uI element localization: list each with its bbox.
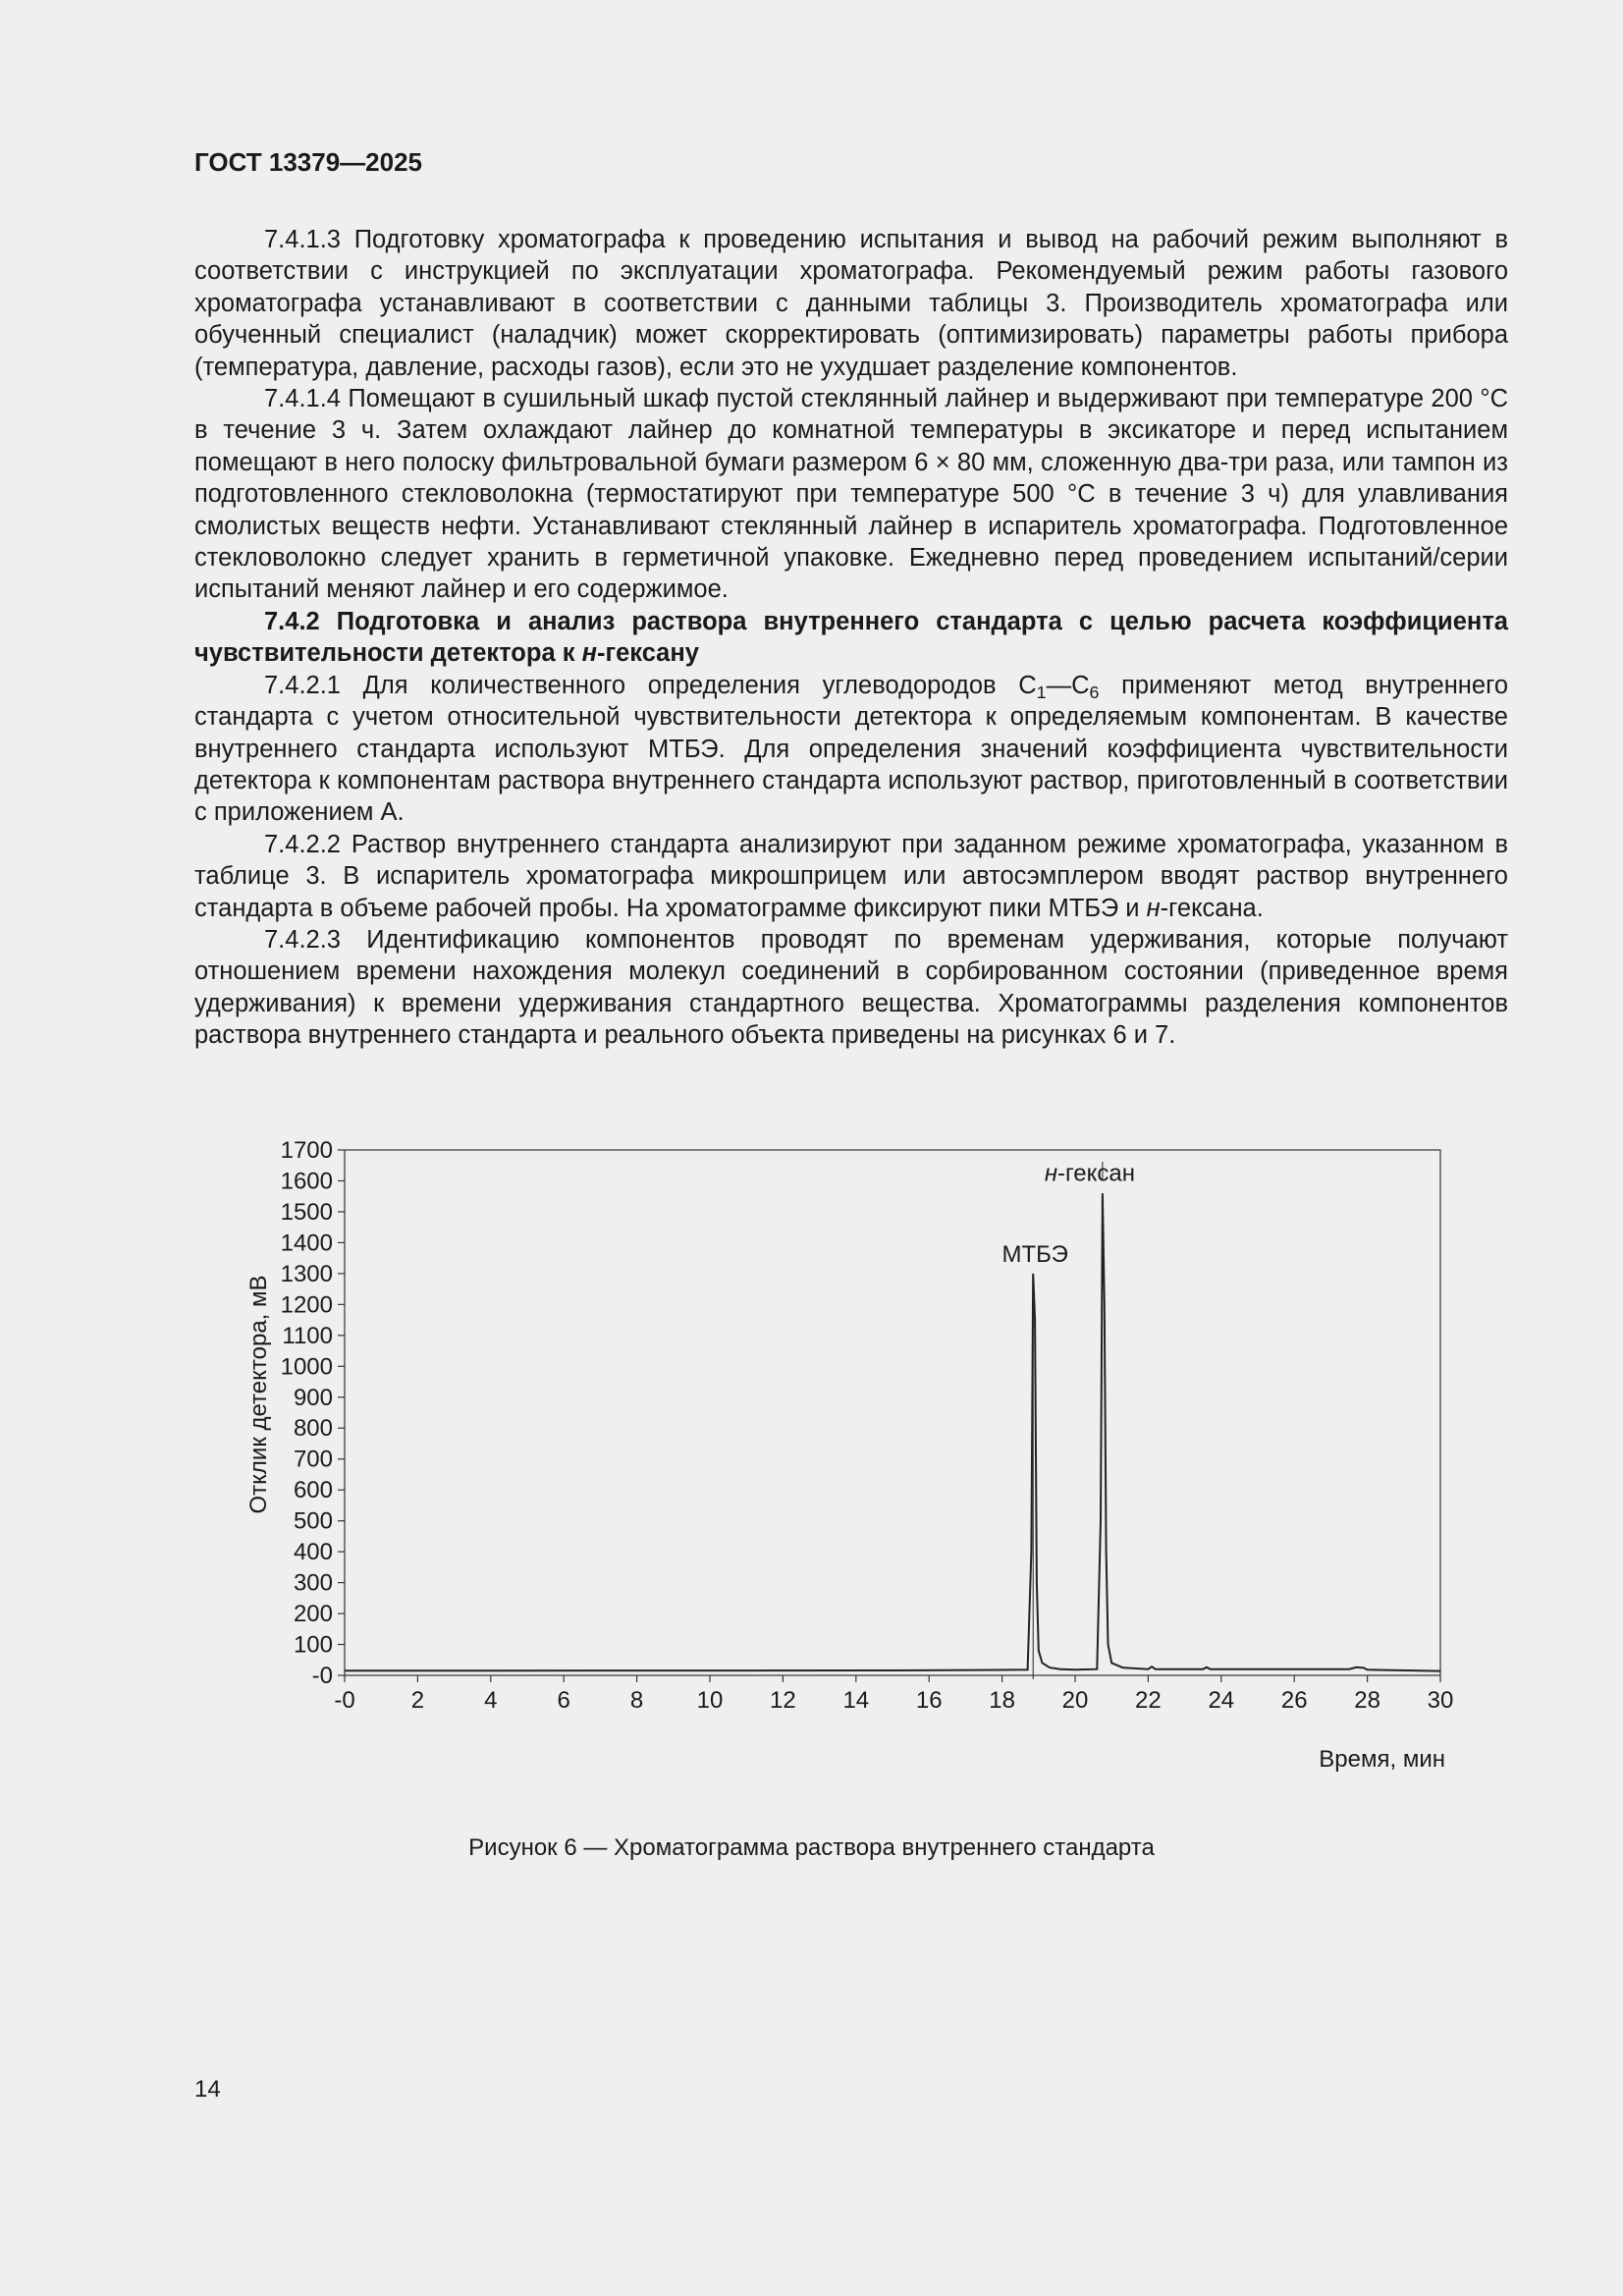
x-tick-label-24: 24 [1208, 1687, 1235, 1714]
x-tick-label-22: 22 [1135, 1687, 1162, 1714]
peak-label-hexane-text: -гексан [1057, 1160, 1135, 1187]
y-tick-label-400: 400 [293, 1539, 333, 1566]
y-tick-label-1300: 1300 [280, 1260, 333, 1287]
p3-part1: 7.4.2.1 Для количественного определения углеводородов С [264, 671, 1037, 699]
chromatogram-chart [236, 1129, 1473, 1777]
y-tick-label-100: 100 [293, 1631, 333, 1659]
x-tick-label-4: 4 [484, 1687, 498, 1714]
x-tick-label-6: 6 [557, 1687, 570, 1714]
y-tick-label-1200: 1200 [280, 1291, 333, 1319]
document-header: ГОСТ 13379—2025 [194, 147, 422, 177]
p3-part2: применяют метод внутреннего стандарта с учетом относительной чувствительности детектора к определяемым компонентам. В качестве внутреннего стандарта используют МТБЭ. Для определения значений коэффициента чувствительности детектора к компонентам раствора внутреннего стандарта используют раствор, приготовленный в соответствии с приложением А. [194, 671, 1508, 827]
x-tick-label-0: -0 [334, 1687, 355, 1714]
section-number: 7.4.2 [264, 607, 320, 635]
peak-label-hexane-italic: н [1044, 1160, 1058, 1187]
x-tick-label-18: 18 [989, 1687, 1015, 1714]
y-tick-label-900: 900 [293, 1384, 333, 1411]
p4-part2: -гексана. [1160, 894, 1264, 922]
x-tick-label-14: 14 [842, 1687, 870, 1714]
p3-sub1: 1 [1036, 682, 1047, 702]
figure-caption: Рисунок 6 — Хроматограмма раствора внутреннего стандарта [468, 1834, 1155, 1861]
body-text [194, 224, 1508, 1052]
x-tick-label-10: 10 [696, 1687, 724, 1714]
y-tick-label-600: 600 [293, 1477, 333, 1504]
y-tick-label-1100: 1100 [282, 1322, 333, 1349]
x-tick-label-8: 8 [629, 1687, 644, 1714]
series-line-0 [345, 1193, 1440, 1671]
y-tick-label-1500: 1500 [280, 1198, 333, 1226]
section-title-part2: -гексану [596, 639, 699, 668]
p3-sub2: 6 [1089, 682, 1100, 702]
peak-label-mtbe: МТБЭ [1001, 1240, 1068, 1268]
x-tick-label-30: 30 [1427, 1687, 1454, 1714]
chart-series [345, 1193, 1440, 1671]
x-tick-label-16: 16 [915, 1687, 943, 1714]
x-tick-label-20: 20 [1061, 1687, 1089, 1714]
section-heading-7-4-2 [194, 606, 1508, 670]
y-tick-label-0: -0 [311, 1663, 333, 1689]
y-tick-label-700: 700 [293, 1446, 333, 1473]
y-tick-label-800: 800 [293, 1415, 333, 1443]
chart-ticks [281, 1137, 1454, 1714]
y-tick-label-1700: 1700 [280, 1137, 333, 1164]
p4-part1: 7.4.2.2 Раствор внутреннего стандарта анализируют при заданном режиме хроматографа, указанном в таблице 3. В испаритель хроматографа микрошприцем или автосэмплером вводят раствор внутреннего стандарта в объеме рабочей пробы. На хроматограмме фиксируют пики МТБЭ и [194, 830, 1508, 922]
y-tick-label-1600: 1600 [280, 1168, 333, 1195]
y-tick-label-1000: 1000 [280, 1353, 333, 1381]
paragraph-7-4-1-3: 7.4.1.3 Подготовку хроматографа к проведению испытания и вывод на рабочий режим выполняют в соответствии с инструкцией по эксплуатации хроматографа. Рекомендуемый режим работы газового хроматографа устанавливают в соответствии с данными таблицы 3. Производитель хроматографа или обученный специалист (наладчик) может скорректировать (оптимизировать) параметры работы прибора (температура, давление, расходы газов), если это не ухудшает разделение компонентов. [194, 226, 1508, 381]
section-title-italic: н [581, 639, 597, 668]
y-tick-label-500: 500 [293, 1507, 333, 1535]
paragraph-7-4-2-3: 7.4.2.3 Идентификацию компонентов проводят по временам удерживания, которые получают отношением времени нахождения молекул соединений в сорбированном состоянии (приведенное время удерживания) к времени удерживания стандартного вещества. Хроматограммы разделения компонентов раствора внутреннего стандарта и реального объекта приведены на рисунках 6 и 7. [194, 925, 1508, 1050]
y-tick-label-300: 300 [293, 1569, 333, 1597]
chart-axes [345, 1150, 1440, 1675]
y-axis-label: Отклик детектора, мВ [245, 1275, 272, 1514]
paragraph-7-4-1-4: 7.4.1.4 Помещают в сушильный шкаф пустой стеклянный лайнер и выдерживают при температуре 200 °С в течение 3 ч. Затем охлаждают лайнер до комнатной температуры в эксикаторе и перед испытанием помещают в него полоску фильтровальной бумаги размером 6 × 80 мм, сложенную два-три раза, или тампон из подготовленного стекловолокна (термостатируют при температуре 500 °С в течение 3 ч) для улавливания смолистых веществ нефти. Устанавливают стеклянный лайнер в испаритель хроматографа. Подготовленное стекловолокно следует хранить в герметичной упаковке. Ежедневно перед проведением испытаний/серии испытаний меняют лайнер и его содержимое. [194, 385, 1508, 604]
section-title-part1: Подготовка и анализ раствора внутреннего стандарта с целью расчета коэффициента чувствительности детектора к [194, 607, 1508, 668]
x-tick-label-28: 28 [1354, 1687, 1380, 1714]
p3-dash: —С [1046, 671, 1090, 699]
plot-frame [345, 1150, 1440, 1675]
y-tick-label-200: 200 [293, 1601, 333, 1628]
x-tick-label-26: 26 [1280, 1687, 1308, 1714]
peak-label-hexane [1045, 1161, 1135, 1187]
chart-annotations [1002, 1161, 1135, 1679]
x-axis-label: Время, мин [1319, 1746, 1445, 1773]
page-number: 14 [194, 2076, 221, 2103]
paragraph-7-4-2-1 [194, 670, 1508, 829]
paragraph-7-4-2-2 [194, 829, 1508, 924]
y-tick-label-1400: 1400 [280, 1230, 333, 1257]
x-tick-label-12: 12 [770, 1687, 796, 1714]
x-tick-label-2: 2 [410, 1687, 425, 1714]
p4-italic: н [1146, 894, 1161, 922]
